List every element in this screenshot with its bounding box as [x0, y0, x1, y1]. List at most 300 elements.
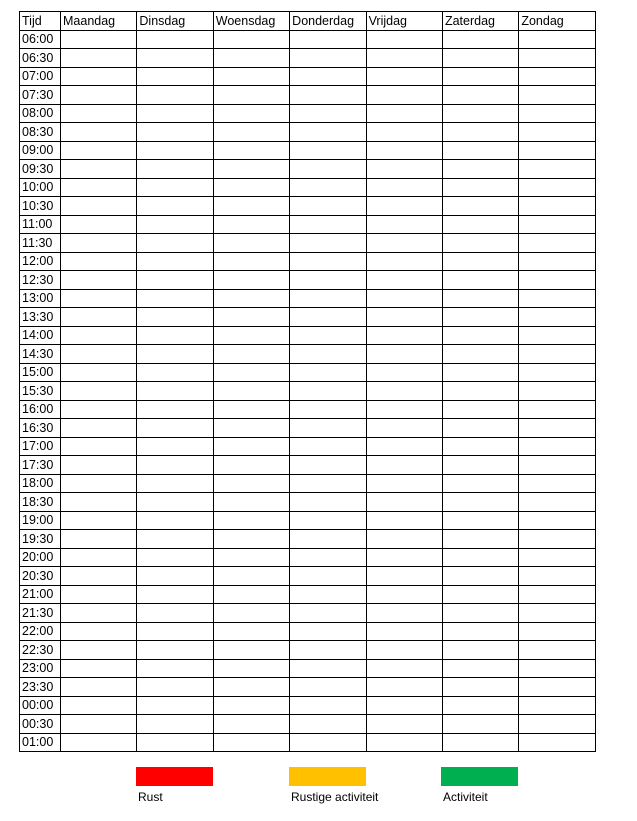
schedule-cell[interactable] [61, 474, 137, 493]
schedule-cell[interactable] [213, 604, 289, 623]
schedule-cell[interactable] [213, 197, 289, 216]
schedule-cell[interactable] [61, 733, 137, 752]
schedule-cell[interactable] [213, 160, 289, 179]
schedule-cell[interactable] [366, 252, 442, 271]
schedule-cell[interactable] [61, 456, 137, 475]
schedule-cell[interactable] [137, 178, 213, 197]
schedule-cell[interactable] [366, 437, 442, 456]
schedule-cell[interactable] [366, 474, 442, 493]
schedule-cell[interactable] [366, 493, 442, 512]
schedule-cell[interactable] [61, 400, 137, 419]
schedule-cell[interactable] [442, 141, 518, 160]
schedule-cell[interactable] [213, 715, 289, 734]
schedule-cell[interactable] [137, 141, 213, 160]
schedule-cell[interactable] [61, 326, 137, 345]
schedule-cell[interactable] [519, 659, 595, 678]
schedule-cell[interactable] [213, 530, 289, 549]
schedule-cell[interactable] [137, 67, 213, 86]
schedule-cell[interactable] [290, 493, 366, 512]
schedule-cell[interactable] [442, 493, 518, 512]
schedule-cell[interactable] [290, 141, 366, 160]
schedule-cell[interactable] [519, 123, 595, 142]
schedule-cell[interactable] [366, 548, 442, 567]
schedule-cell[interactable] [519, 197, 595, 216]
schedule-cell[interactable] [290, 289, 366, 308]
schedule-cell[interactable] [366, 141, 442, 160]
schedule-cell[interactable] [366, 86, 442, 105]
schedule-cell[interactable] [290, 715, 366, 734]
schedule-cell[interactable] [137, 49, 213, 68]
legend-quiet-activity-swatch [289, 767, 366, 786]
schedule-cell[interactable] [519, 30, 595, 49]
schedule-cell[interactable] [137, 715, 213, 734]
schedule-cell[interactable] [137, 659, 213, 678]
schedule-cell[interactable] [290, 197, 366, 216]
schedule-cell[interactable] [61, 641, 137, 660]
schedule-cell[interactable] [137, 326, 213, 345]
schedule-cell[interactable] [519, 474, 595, 493]
schedule-cell[interactable] [137, 548, 213, 567]
schedule-cell[interactable] [213, 215, 289, 234]
schedule-cell[interactable] [213, 678, 289, 697]
schedule-cell[interactable] [137, 474, 213, 493]
schedule-cell[interactable] [213, 493, 289, 512]
schedule-cell[interactable] [442, 641, 518, 660]
schedule-cell[interactable] [213, 419, 289, 438]
schedule-cell[interactable] [213, 622, 289, 641]
day-header-sunday: Zondag [519, 12, 595, 31]
schedule-cell[interactable] [442, 234, 518, 253]
schedule-cell[interactable] [61, 215, 137, 234]
schedule-cell[interactable] [442, 363, 518, 382]
time-row [20, 733, 596, 752]
schedule-cell[interactable] [366, 271, 442, 290]
schedule-cell[interactable] [290, 234, 366, 253]
schedule-cell[interactable] [442, 308, 518, 327]
schedule-cell[interactable] [213, 86, 289, 105]
weekly-schedule-table [19, 11, 596, 752]
schedule-cell[interactable] [137, 86, 213, 105]
schedule-cell[interactable] [519, 604, 595, 623]
schedule-cell[interactable] [137, 604, 213, 623]
schedule-cell[interactable] [61, 308, 137, 327]
schedule-cell[interactable] [442, 289, 518, 308]
schedule-cell[interactable] [137, 493, 213, 512]
schedule-cell[interactable] [519, 437, 595, 456]
schedule-cell[interactable] [290, 456, 366, 475]
schedule-cell[interactable] [213, 511, 289, 530]
schedule-cell[interactable] [519, 715, 595, 734]
time-row [20, 141, 596, 160]
schedule-cell[interactable] [519, 178, 595, 197]
schedule-cell[interactable] [213, 659, 289, 678]
schedule-cell[interactable] [61, 123, 137, 142]
schedule-cell[interactable] [519, 49, 595, 68]
schedule-cell[interactable] [442, 474, 518, 493]
schedule-cell[interactable] [366, 659, 442, 678]
schedule-cell[interactable] [137, 160, 213, 179]
schedule-cell[interactable] [213, 289, 289, 308]
schedule-cell[interactable] [213, 363, 289, 382]
schedule-cell[interactable] [61, 530, 137, 549]
schedule-cell[interactable] [137, 252, 213, 271]
schedule-cell[interactable] [137, 30, 213, 49]
schedule-cell[interactable] [290, 548, 366, 567]
time-row [20, 567, 596, 586]
schedule-cell[interactable] [213, 567, 289, 586]
schedule-cell[interactable] [519, 345, 595, 364]
schedule-cell[interactable] [213, 474, 289, 493]
schedule-cell[interactable] [290, 271, 366, 290]
schedule-cell[interactable] [61, 715, 137, 734]
schedule-cell[interactable] [61, 696, 137, 715]
schedule-cell[interactable] [519, 308, 595, 327]
schedule-cell[interactable] [366, 308, 442, 327]
schedule-cell[interactable] [213, 67, 289, 86]
schedule-cell[interactable] [290, 585, 366, 604]
day-header-thursday: Donderdag [290, 12, 366, 31]
schedule-cell[interactable] [519, 456, 595, 475]
schedule-cell[interactable] [366, 456, 442, 475]
schedule-cell[interactable] [519, 215, 595, 234]
schedule-cell[interactable] [366, 215, 442, 234]
schedule-cell[interactable] [61, 271, 137, 290]
schedule-cell[interactable] [442, 659, 518, 678]
schedule-cell[interactable] [213, 123, 289, 142]
schedule-cell[interactable] [519, 104, 595, 123]
schedule-cell[interactable] [519, 419, 595, 438]
schedule-cell[interactable] [442, 86, 518, 105]
time-cell: 23:00 [20, 659, 61, 678]
schedule-cell[interactable] [442, 696, 518, 715]
schedule-cell[interactable] [61, 678, 137, 697]
schedule-cell[interactable] [442, 345, 518, 364]
schedule-cell[interactable] [519, 234, 595, 253]
time-row [20, 67, 596, 86]
schedule-cell[interactable] [61, 104, 137, 123]
schedule-cell[interactable] [61, 67, 137, 86]
time-cell: 14:00 [20, 326, 61, 345]
schedule-cell[interactable] [442, 123, 518, 142]
schedule-cell[interactable] [61, 493, 137, 512]
schedule-cell[interactable] [519, 86, 595, 105]
schedule-cell[interactable] [137, 197, 213, 216]
schedule-cell[interactable] [366, 400, 442, 419]
schedule-cell[interactable] [61, 567, 137, 586]
schedule-cell[interactable] [61, 419, 137, 438]
schedule-cell[interactable] [290, 326, 366, 345]
time-cell: 16:00 [20, 400, 61, 419]
schedule-cell[interactable] [290, 86, 366, 105]
time-cell: 14:30 [20, 345, 61, 364]
schedule-cell[interactable] [61, 289, 137, 308]
schedule-cell[interactable] [366, 178, 442, 197]
schedule-cell[interactable] [213, 696, 289, 715]
schedule-cell[interactable] [442, 271, 518, 290]
schedule-cell[interactable] [366, 733, 442, 752]
schedule-cell[interactable] [442, 197, 518, 216]
schedule-cell[interactable] [366, 678, 442, 697]
schedule-cell[interactable] [366, 104, 442, 123]
schedule-cell[interactable] [519, 530, 595, 549]
schedule-cell[interactable] [213, 178, 289, 197]
schedule-cell[interactable] [366, 289, 442, 308]
schedule-cell[interactable] [366, 622, 442, 641]
schedule-cell[interactable] [290, 252, 366, 271]
schedule-cell[interactable] [366, 585, 442, 604]
schedule-cell[interactable] [137, 308, 213, 327]
schedule-cell[interactable] [137, 696, 213, 715]
schedule-cell[interactable] [61, 141, 137, 160]
schedule-cell[interactable] [61, 86, 137, 105]
schedule-cell[interactable] [213, 252, 289, 271]
schedule-cell[interactable] [290, 437, 366, 456]
schedule-cell[interactable] [137, 678, 213, 697]
schedule-cell[interactable] [519, 400, 595, 419]
schedule-cell[interactable] [137, 419, 213, 438]
schedule-cell[interactable] [366, 696, 442, 715]
schedule-cell[interactable] [290, 382, 366, 401]
schedule-cell[interactable] [213, 382, 289, 401]
schedule-cell[interactable] [137, 511, 213, 530]
schedule-cell[interactable] [137, 234, 213, 253]
schedule-cell[interactable] [519, 326, 595, 345]
schedule-cell[interactable] [290, 419, 366, 438]
time-cell: 11:30 [20, 234, 61, 253]
schedule-cell[interactable] [61, 197, 137, 216]
schedule-cell[interactable] [519, 271, 595, 290]
schedule-cell[interactable] [366, 511, 442, 530]
schedule-cell[interactable] [213, 104, 289, 123]
schedule-cell[interactable] [213, 733, 289, 752]
schedule-cell[interactable] [442, 567, 518, 586]
schedule-cell[interactable] [137, 733, 213, 752]
schedule-cell[interactable] [519, 567, 595, 586]
schedule-cell[interactable] [137, 456, 213, 475]
schedule-cell[interactable] [519, 622, 595, 641]
schedule-cell[interactable] [61, 252, 137, 271]
schedule-cell[interactable] [519, 141, 595, 160]
schedule-cell[interactable] [519, 678, 595, 697]
schedule-cell[interactable] [213, 308, 289, 327]
schedule-cell[interactable] [61, 382, 137, 401]
schedule-cell[interactable] [442, 30, 518, 49]
schedule-cell[interactable] [519, 696, 595, 715]
schedule-cell[interactable] [137, 641, 213, 660]
schedule-cell[interactable] [442, 252, 518, 271]
schedule-cell[interactable] [61, 437, 137, 456]
schedule-cell[interactable] [290, 104, 366, 123]
schedule-cell[interactable] [442, 49, 518, 68]
schedule-cell[interactable] [442, 585, 518, 604]
schedule-cell[interactable] [137, 567, 213, 586]
time-cell: 22:00 [20, 622, 61, 641]
schedule-cell[interactable] [519, 252, 595, 271]
schedule-cell[interactable] [137, 271, 213, 290]
schedule-cell[interactable] [61, 585, 137, 604]
schedule-cell[interactable] [366, 160, 442, 179]
schedule-cell[interactable] [137, 382, 213, 401]
schedule-cell[interactable] [442, 178, 518, 197]
schedule-cell[interactable] [290, 733, 366, 752]
time-row [20, 641, 596, 660]
schedule-cell[interactable] [137, 289, 213, 308]
schedule-cell[interactable] [290, 363, 366, 382]
schedule-cell[interactable] [442, 326, 518, 345]
time-cell: 08:00 [20, 104, 61, 123]
schedule-cell[interactable] [366, 345, 442, 364]
schedule-cell[interactable] [442, 511, 518, 530]
schedule-cell[interactable] [442, 400, 518, 419]
legend-activity [441, 767, 518, 804]
schedule-cell[interactable] [442, 678, 518, 697]
schedule-cell[interactable] [290, 641, 366, 660]
schedule-cell[interactable] [213, 326, 289, 345]
schedule-cell[interactable] [290, 400, 366, 419]
schedule-cell[interactable] [137, 215, 213, 234]
schedule-cell[interactable] [366, 67, 442, 86]
schedule-cell[interactable] [137, 104, 213, 123]
schedule-cell[interactable] [290, 308, 366, 327]
schedule-cell[interactable] [366, 567, 442, 586]
time-row [20, 622, 596, 641]
time-cell: 17:00 [20, 437, 61, 456]
schedule-cell[interactable] [290, 678, 366, 697]
schedule-cell[interactable] [442, 215, 518, 234]
schedule-cell[interactable] [442, 530, 518, 549]
schedule-cell[interactable] [366, 363, 442, 382]
schedule-cell[interactable] [213, 548, 289, 567]
schedule-cell[interactable] [442, 456, 518, 475]
schedule-cell[interactable] [366, 604, 442, 623]
schedule-cell[interactable] [442, 715, 518, 734]
schedule-cell[interactable] [366, 197, 442, 216]
schedule-cell[interactable] [290, 659, 366, 678]
schedule-cell[interactable] [290, 49, 366, 68]
schedule-cell[interactable] [61, 178, 137, 197]
schedule-cell[interactable] [137, 123, 213, 142]
schedule-cell[interactable] [442, 160, 518, 179]
schedule-cell[interactable] [519, 363, 595, 382]
schedule-cell[interactable] [366, 123, 442, 142]
schedule-cell[interactable] [213, 234, 289, 253]
schedule-cell[interactable] [290, 178, 366, 197]
schedule-cell[interactable] [137, 345, 213, 364]
schedule-cell[interactable] [290, 511, 366, 530]
schedule-cell[interactable] [213, 437, 289, 456]
schedule-cell[interactable] [290, 474, 366, 493]
schedule-cell[interactable] [366, 382, 442, 401]
schedule-cell[interactable] [442, 67, 518, 86]
legend-quiet-activity [289, 767, 379, 804]
schedule-cell[interactable] [137, 400, 213, 419]
schedule-cell[interactable] [366, 326, 442, 345]
schedule-cell[interactable] [61, 49, 137, 68]
time-cell: 20:00 [20, 548, 61, 567]
schedule-cell[interactable] [213, 141, 289, 160]
schedule-cell[interactable] [137, 585, 213, 604]
schedule-cell[interactable] [61, 548, 137, 567]
schedule-cell[interactable] [61, 234, 137, 253]
schedule-cell[interactable] [442, 419, 518, 438]
schedule-cell[interactable] [442, 382, 518, 401]
schedule-cell[interactable] [519, 585, 595, 604]
schedule-cell[interactable] [61, 604, 137, 623]
time-cell: 10:30 [20, 197, 61, 216]
schedule-cell[interactable] [61, 363, 137, 382]
schedule-cell[interactable] [519, 382, 595, 401]
schedule-cell[interactable] [137, 622, 213, 641]
schedule-cell[interactable] [519, 548, 595, 567]
time-cell: 15:30 [20, 382, 61, 401]
schedule-cell[interactable] [61, 345, 137, 364]
schedule-cell[interactable] [290, 345, 366, 364]
schedule-cell[interactable] [519, 511, 595, 530]
schedule-cell[interactable] [61, 511, 137, 530]
schedule-cell[interactable] [519, 67, 595, 86]
time-row [20, 548, 596, 567]
schedule-cell[interactable] [290, 530, 366, 549]
schedule-cell[interactable] [61, 622, 137, 641]
schedule-cell[interactable] [366, 530, 442, 549]
schedule-cell[interactable] [213, 641, 289, 660]
schedule-cell[interactable] [519, 493, 595, 512]
schedule-cell[interactable] [290, 123, 366, 142]
schedule-cell[interactable] [366, 715, 442, 734]
schedule-cell[interactable] [290, 696, 366, 715]
schedule-cell[interactable] [519, 160, 595, 179]
schedule-cell[interactable] [442, 104, 518, 123]
schedule-cell[interactable] [290, 67, 366, 86]
schedule-cell[interactable] [366, 641, 442, 660]
time-cell: 13:30 [20, 308, 61, 327]
schedule-cell[interactable] [442, 604, 518, 623]
schedule-cell[interactable] [213, 345, 289, 364]
schedule-cell[interactable] [290, 567, 366, 586]
schedule-cell[interactable] [290, 215, 366, 234]
schedule-cell[interactable] [366, 419, 442, 438]
schedule-cell[interactable] [519, 641, 595, 660]
schedule-cell[interactable] [519, 289, 595, 308]
time-cell: 09:30 [20, 160, 61, 179]
schedule-cell[interactable] [442, 733, 518, 752]
schedule-cell[interactable] [137, 363, 213, 382]
schedule-cell[interactable] [290, 604, 366, 623]
schedule-cell[interactable] [213, 49, 289, 68]
schedule-cell[interactable] [290, 30, 366, 49]
schedule-cell[interactable] [213, 400, 289, 419]
schedule-cell[interactable] [213, 271, 289, 290]
schedule-cell[interactable] [61, 30, 137, 49]
schedule-cell[interactable] [137, 437, 213, 456]
schedule-cell[interactable] [442, 548, 518, 567]
schedule-cell[interactable] [290, 160, 366, 179]
schedule-cell[interactable] [366, 49, 442, 68]
schedule-cell[interactable] [290, 622, 366, 641]
schedule-cell[interactable] [213, 456, 289, 475]
schedule-cell[interactable] [442, 437, 518, 456]
time-row [20, 104, 596, 123]
schedule-cell[interactable] [366, 234, 442, 253]
schedule-cell[interactable] [213, 30, 289, 49]
schedule-cell[interactable] [366, 30, 442, 49]
schedule-cell[interactable] [519, 733, 595, 752]
schedule-cell[interactable] [137, 530, 213, 549]
schedule-cell[interactable] [213, 585, 289, 604]
schedule-cell[interactable] [61, 160, 137, 179]
schedule-cell[interactable] [61, 659, 137, 678]
schedule-cell[interactable] [442, 622, 518, 641]
